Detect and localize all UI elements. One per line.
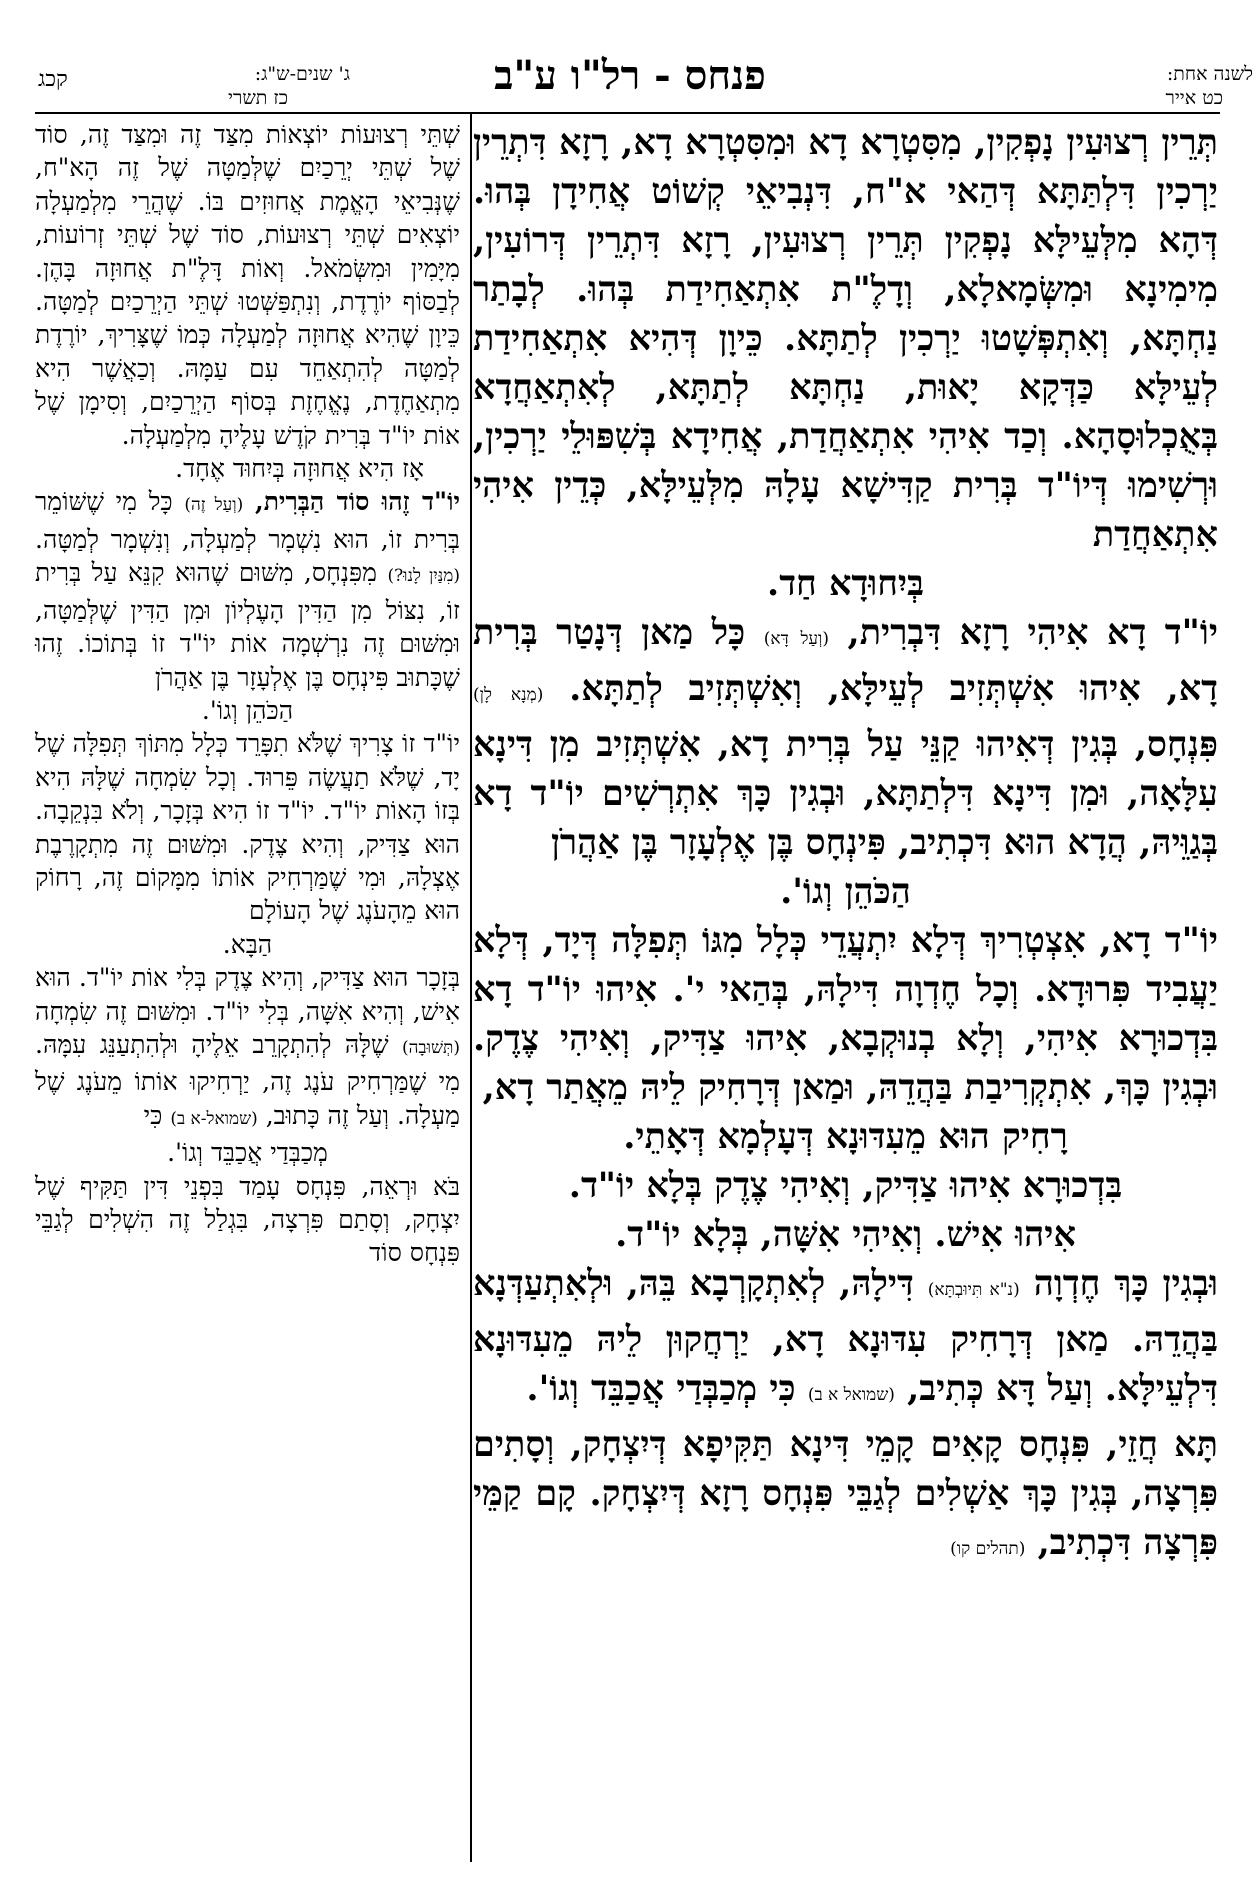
column-divider [470,112,472,1862]
aramaic-p3-text: יוֹ"ד דָא, אִצְטְרִיךְ דְּלָא יִתְעֲדֵי כְּלָל מִגּוֹ תְּפִלָּה דְּיָד, דְּלָא יַעֲבִיד פִּרוּדָא. וְכָל חֶדְוָה דִּילָהּ, בְּהַאי י'. אִיהוּ יוֹ"ד דָא בִּדְכוּרָא אִיהִי, וְלָא בְנוּקְבָא, אִיהוּ צַדִּיק, וְאִיהִי צֶדֶק. וּבְגִין כָּךְ, אִתְקְרִיבַת בַּהֲדֵהּ, וּמַאן דְּרָחִיק לֵיהּ מֵאֲתַר דָא, [473,920,1218,1108]
hebrew-paragraph-5 [35,1170,460,1270]
hebrew-p2-note: (וְעַל זֶה) [184,495,244,516]
hebrew-p4-a: בְּזָכָר הוּא צַדִּיק, וְהִיא צֶדֶק בְּלִי אוֹת יוֹ"ד. הוּא אִישׁ, וְהִיא אִשָּׁה, בְּלִי יוֹ"ד. וּמִשּׁוּם זֶה שִׂמְחָה [35,963,460,1026]
aramaic-column [473,118,1218,1574]
header-right-line2: כט אייר [1165,87,1223,109]
header-date-one-year [1103,62,1253,110]
aramaic-paragraph-4 [473,1259,1218,1420]
aramaic-p4-c: כִּי מְכַבְּדַי אֲכַבֵּד וְגוֹ'. [526,1368,796,1409]
aramaic-p2-end: הַכֹּהֵן וְגוֹ'. [780,871,911,912]
hebrew-p2-b: כָּל מִי שֶׁשּׁוֹמֵר בְּרִית זוֹ, הוּא נִשְׁמָר לְמַעְלָה, וְנִשְׁמָר לְמַטָּה. [35,487,460,554]
hebrew-p1-end: אָז הִיא אֲחוּזָה בְּיִחוּד אֶחָד. [175,454,424,484]
aramaic-p4-a: וּבְגִין כָּךְ חֶדְוָה [1033,1263,1218,1304]
aramaic-p4-note2: (שמואל א ב) [807,1385,895,1405]
hebrew-paragraph-1 [35,118,460,452]
aramaic-p4-line2: אִיהוּ אִישׁ. וְאִיהִי אִשָּׁה, בְּלָא יוֹ"ד. [615,1214,1076,1255]
aramaic-paragraph-1 [473,118,1218,559]
hebrew-p2-a: יוֹ"ד זֶהוּ סוֹד הַבְּרִית, [254,487,461,517]
aramaic-p2-c: פִּנְחָס, בְּגִין דְּאִיהוּ קַנֵּי עַל בְּרִית דָא, אִשְׁתְּזִיב מִן דִּינָא עִלָּאָה, וּמִן דִּינָא דִּלְתַתָּא, וּבְגִין כָּךְ אִתְרְשִׁים יוֹ"ד דָא בְּגַוֵּיהּ, הֲדָא הוּא דִּכְתִיב, פִּינְחָס בֶּן אֶלְעָזָר בֶּן אַהֲרֹן [473,724,1218,863]
aramaic-p2-a: יוֹ"ד דָא אִיהִי רָזָא דִּבְרִית, [847,612,1219,653]
aramaic-paragraph-3 [473,916,1218,1112]
header-left-line1: ג' שנים-ש"ג: [254,63,350,85]
hebrew-p3-text: יוֹ"ד זוֹ צָרִיךְ שֶׁלֹּא תִפָּרֵד כְּלָל מִתּוֹךְ תְּפִלָּה שֶׁל יָד, שֶׁלֹּא תַעֲשֶׂה פֵּרוּד. וְכָל שִׂמְחָה שֶׁלָּהּ הִיא בְּזוֹ הָאוֹת יוֹ"ד. יוֹ"ד זוֹ הִיא בְּזָכָר, וְלֹא בִּנְקֵבָה. הוּא צַדִּיק, וְהִיא צֶדֶק. וּמִשּׁוּם זֶה מִתְקָרֶבֶת אֶצְלָהּ, וּמִי שֶׁמַּרְחִיק אוֹתוֹ מִמָּקוֹם זֶה, רָחוֹק הוּא מֵהָעֹנֶג שֶׁל הָעוֹלָם [35,729,460,926]
aramaic-p4-b: דִּילָהּ, לְאִתְקָרְבָא בֵּהּ, וּלְאִתְעַדְּנָא בַּהֲדֵהּ. מַאן דְּרָחִיק עִדּוּנָא דָא, יַרְחֲקוּן לֵיהּ מֵעִדּוּנָא דִּלְעֵילָּא. וְעַל דָּא כְּתִיב, [473,1263,1218,1409]
hebrew-p2-note2: (מִנַּיִן לָנוּ?) [387,566,460,587]
aramaic-paragraph-2 [473,608,1218,867]
aramaic-p5-a: תָּא חֲזֵי, פִּנְחָס קָאִים קָמֵי דִּינָא תַּקִּיפָא דְּיִצְחָק, וְסָתִים פִּרְצָה, בְּגִין כָּךְ אַשְׁלִים לְגַבֵּי פִּנְחָס רָזָא דְּיִצְחָק. קָם קַמֵּי פִּרְצָה דִּכְתִיב, [473,1424,1218,1563]
hebrew-paragraph-2 [35,485,460,693]
aramaic-p2-note: (וְעַל דָּא) [763,629,830,649]
hebrew-p4-note: (תְּשׁוּבָה) [402,1037,460,1058]
hebrew-p4-b: שֶׁלָּהּ לְהִתְקָרֵב אֵלֶיהָ וּלְהִתְעַנֵּג עִמָּהּ. מִי שֶׁמַּרְחִיק עֹנֶג זֶה, יַרְחִיקוּ אוֹתוֹ מֵעֹנֶג שֶׁל מַעְלָה. וְעַל זֶה כָּתוּב, [35,1029,460,1130]
hebrew-paragraph-4 [35,961,460,1136]
aramaic-p2-b: כָּל מַאן דְּנָטַר בְּרִית דָא, אִיהוּ אִשְׁתְּזִיב לְעֵילָּא, וְאִשְׁתְּזִיב לְתַתָּא. [473,612,1218,709]
hebrew-p4-note2: (שמואל-א ב) [170,1108,258,1129]
header-divider [35,112,1220,114]
hebrew-p4-c: כִּי [143,1100,163,1130]
hebrew-paragraph-3 [35,727,460,927]
aramaic-p4-line1: בִּדְכוּרָא אִיהוּ צַדִּיק, וְאִיהִי צֶדֶק בְּלָא יוֹ"ד. [568,1165,1123,1206]
aramaic-p1-text: תְּרֵין רְצוּעִין נָפְקִין, מִסִּטְרָא דָא וּמִסִּטְרָא דָא, רָזָא דִּתְרֵין יַרְכִין דִּלְתַּתָּא דְּהַאי א"ח, דִּנְבִיאֵי קְשׁוֹט אֲחִידָן בְּהוּ. דְּהָא מִלְּעֵילָּא נָפְקִין תְּרֵין רְצוּעִין, רָזָא דִּתְרֵין דְּרוֹעִין, מִימִינָא וּמִשְּׂמָאלָא, וְדָלֶ"ת אִתְאַחִידַת בְּהוּ. לְבָתַר נַחְתָּא, וְאִתְפְּשָׁטוּ יַרְכִין לְתַתָּא. כֵּיוָן דְּהִיא אִתְאַחִידַת לְעֵילָּא כַּדְּקָא יָאוּת, נַחְתָּא לְתַתָּא, לְאִתְאַחֲדָא בְּאֻכְלוּסָהָא. וְכַד אִיהִי אִתְאַחֲדַת, אֲחִידָא בְּשִׁפּוּלֵי יַרְכִין, וּרְשִׁימוּ דְּיוֹ"ד בְּרִית קַדִּישָׁא עָלָהּ מִלְּעֵילָּא, כְּדֵין אִיהִי אִתְאַחֲדַת [473,122,1218,555]
aramaic-p1-end: בְּיִחוּדָא חַד. [767,563,924,604]
hebrew-p2-c: מִפִּנְחָס, מִשּׁוּם שֶׁהוּא קִנֵּא עַל בְּרִית זוֹ, נִצּוֹל מִן הַדִּין הָעֶלְיוֹן וּמִן הַדִּין שֶׁלְּמַטָּה, וּמִשּׁוּם זֶה נִרְשְׁמָה אוֹת יוֹ"ד זוֹ בְּתוֹכוֹ. זֶהוּ שֶׁכָּתוּב פִּינְחָס בֶּן אֶלְעָזָר בֶּן אַהֲרֹן [35,558,460,692]
page-number: קכג [38,67,68,92]
hebrew-column [35,118,460,1270]
aramaic-paragraph-5 [473,1420,1218,1574]
hebrew-p4-end: מְכַבְּדַי אֲכַבֵּד וְגוֹ'. [167,1138,328,1168]
running-header [0,0,1253,110]
aramaic-p5-note: (תהלים קו) [950,1539,1026,1559]
aramaic-p3-end: רָחִיק הוּא מֵעִדּוּנָא דְּעָלְמָא דְּאָתֵי. [623,1116,1068,1157]
hebrew-p3-end: הַבָּא. [222,929,273,959]
hebrew-p1-text: שְׁתֵּי רְצוּעוֹת יוֹצְאוֹת מִצַּד זֶה וּמִצַּד זֶה, סוֹד שֶׁל שְׁתֵּי יְרֵכַיִם שֶׁלְּמַטָּה שֶׁל זֶה הָא"ח, שֶׁנְּבִיאֵי הָאֱמֶת אֲחוּזִים בּוֹ. שֶׁהֲרֵי מִלְמַעְלָה יוֹצְאִים שְׁתֵּי רְצוּעוֹת, סוֹד שֶׁל שְׁתֵּי זְרוֹעוֹת, מִיָּמִין וּמִשְּׂמֹאל. וְאוֹת דָּלֶ"ת אֲחוּזָה בָּהֶן. לְבַסּוֹף יוֹרֶדֶת, וְנִתְפַּשְּׁטוּ שְׁתֵּי הַיְרֵכַיִם לְמַטָּה. כֵּיוָן שֶׁהִיא אֲחוּזָה לְמַעְלָה כְּמוֹ שֶׁצָּרִיךְ, יוֹרֶדֶת לְמַטָּה לְהִתְאַחֵד עִם עַמָּהּ. וְכַאֲשֶׁר הִיא מִתְאַחֶדֶת, נֶאֱחֶזֶת בְּסוֹף הַיְרֵכַיִם, וְסִימָן שֶׁל אוֹת יוֹ"ד בְּרִית קֹדֶשׁ עָלֶיהָ מִלְמַעְלָה. [35,120,460,450]
header-left-line2: כז תשרי [228,87,288,109]
hebrew-p5-a: בֹּא וּרְאֵה, פִּנְחָס עָמַד בִּפְנֵי דִּין תַּקִּיף שֶׁל יִצְחָק, וְסָתַם פִּרְצָה, בִּגְלַל זֶה הִשְׁלִים לְגַבֵּי פִּנְחָס סוֹד [35,1171,460,1268]
aramaic-p2-note2: (מְנָא לָן) [473,685,544,705]
header-date-three-years [110,62,350,110]
page-title: פנחס - רל"ו ע"ב [494,52,766,99]
hebrew-p2-end: הַכֹּהֵן וְגוֹ'. [201,695,294,725]
aramaic-p4-note: (נ"א תִּיוּבְתָּא) [927,1280,1020,1300]
header-right-line1: לשנה אחת: [1166,63,1253,85]
